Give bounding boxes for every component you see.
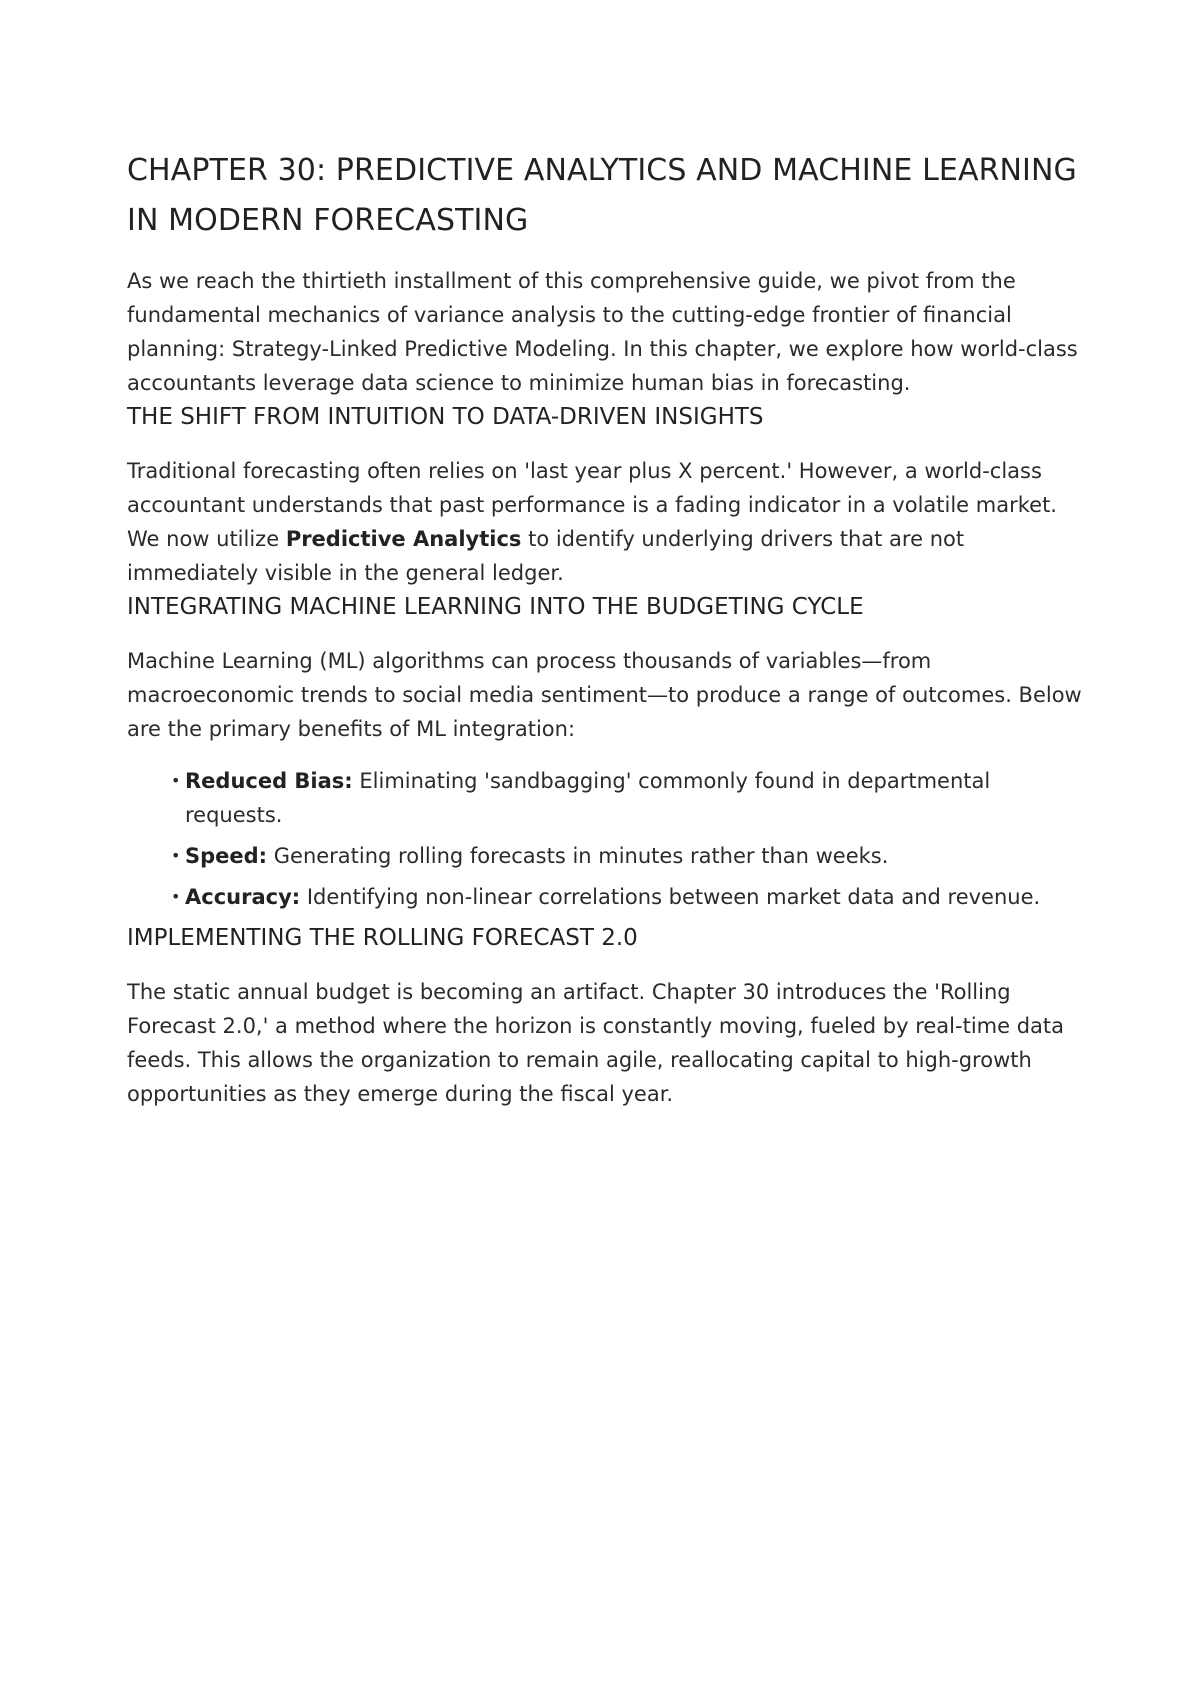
shift-paragraph: [127, 454, 1087, 590]
benefit-label: Speed:: [185, 844, 268, 868]
list-item: [171, 880, 1087, 914]
list-item: [171, 839, 1087, 873]
intro-paragraph: As we reach the thirtieth installment of this comprehensive guide, we pivot from the fundamental mechanics of variance analysis to the cutting-edge frontier of financial planning: Strategy-Linked Predictive Modeling. In this chapter, we explore how world-class accountants leverage data science to minimize human bias in forecasting.: [127, 269, 1078, 395]
section-heading-rolling: IMPLEMENTING THE ROLLING FORECAST 2.0: [127, 925, 638, 951]
shift-text-before: Traditional forecasting often relies on 'last year plus X percent.' However, a world-class accountant understands that past performance is a fading indicator in a volatile market. We now utilize: [127, 459, 1057, 551]
list-item: [171, 764, 1087, 832]
benefit-text: Generating rolling forecasts in minutes rather than weeks.: [267, 844, 889, 868]
predictive-analytics-term: Predictive Analytics: [285, 527, 522, 551]
section-heading-ml: INTEGRATING MACHINE LEARNING INTO THE BUDGETING CYCLE: [127, 594, 864, 620]
shift-text-after: to identify underlying drivers that are not immediately visible in the general ledger.: [127, 527, 965, 585]
benefits-list: [127, 764, 1087, 914]
benefit-text: Eliminating 'sandbagging' commonly found in departmental requests.: [185, 769, 991, 827]
benefit-label: Reduced Bias:: [185, 769, 353, 793]
chapter-title: CHAPTER 30: PREDICTIVE ANALYTICS AND MACHINE LEARNING IN MODERN FORECASTING: [127, 153, 1077, 238]
document-page: [127, 146, 1087, 1111]
section-heading-shift: THE SHIFT FROM INTUITION TO DATA-DRIVEN INSIGHTS: [127, 404, 764, 430]
benefit-text: Identifying non-linear correlations between market data and revenue.: [300, 885, 1041, 909]
rolling-paragraph: The static annual budget is becoming an artifact. Chapter 30 introduces the 'Rolling Forecast 2.0,' a method where the horizon is constantly moving, fueled by real-time data feeds. This allows the organization to remain agile, reallocating capital to high-growth opportunities as they emerge during the fiscal year.: [127, 980, 1065, 1106]
benefit-label: Accuracy:: [185, 885, 301, 909]
ml-paragraph: Machine Learning (ML) algorithms can process thousands of variables—from macroeconomic trends to social media sentiment—to produce a range of outcomes. Below are the primary benefits of ML integration:: [127, 649, 1082, 741]
